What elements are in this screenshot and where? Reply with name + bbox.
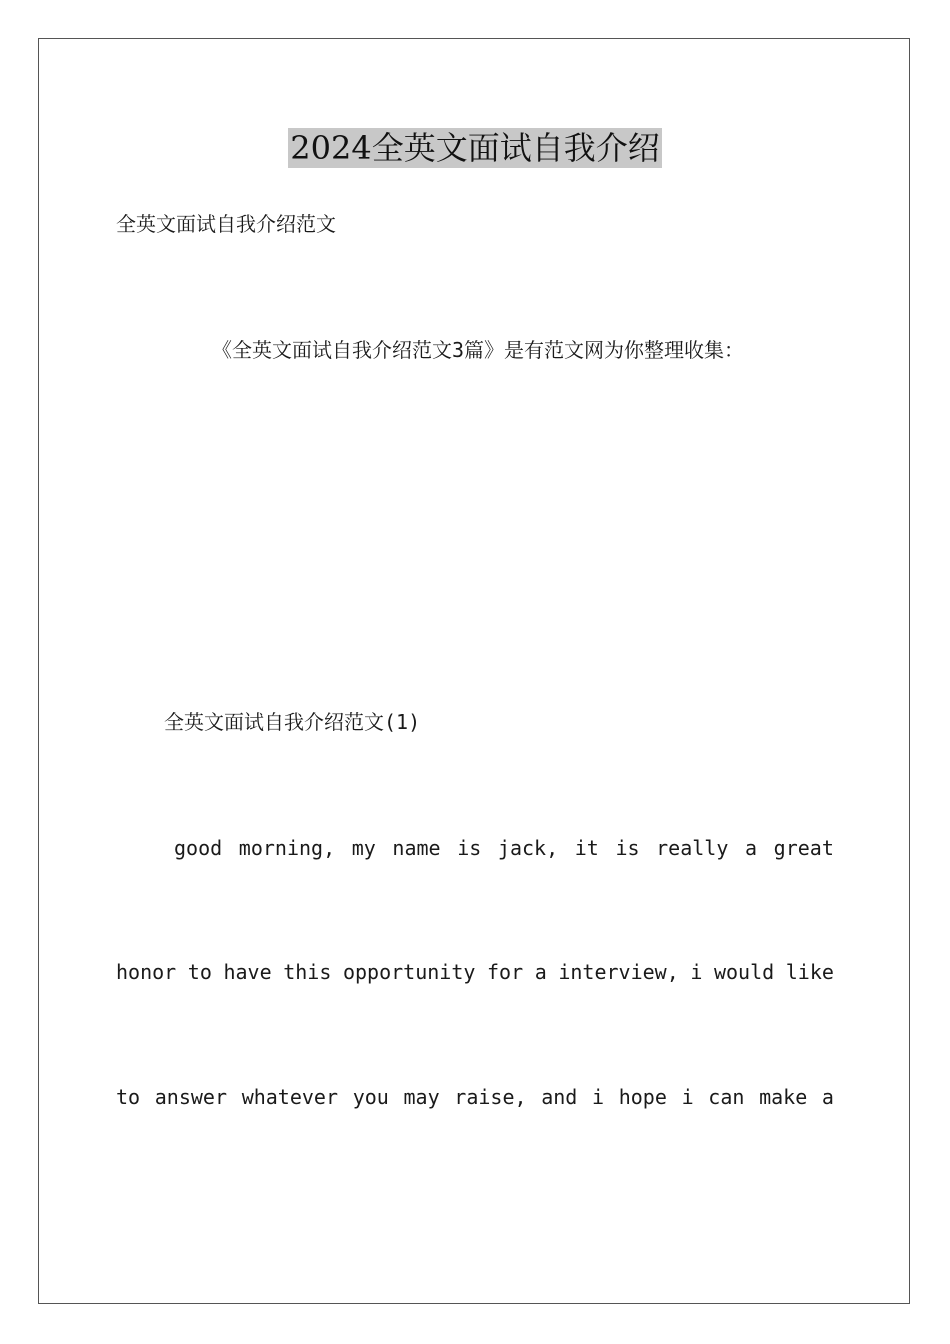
body-word: like — [785, 960, 834, 984]
title-container — [0, 128, 950, 168]
body-word: jack, — [497, 836, 559, 860]
body-word: honor — [116, 960, 177, 984]
body-word: to — [187, 960, 212, 984]
body-word: and — [541, 1085, 578, 1109]
body-word: interview, — [558, 960, 679, 984]
body-word: is — [457, 836, 482, 860]
body-word: hope — [618, 1085, 667, 1109]
body-word: for — [487, 960, 524, 984]
body-word: opportunity — [342, 960, 476, 984]
body-word: it — [574, 836, 599, 860]
body-line-3 — [116, 1083, 834, 1111]
body-word: raise, — [454, 1085, 527, 1109]
body-word: i — [592, 1085, 605, 1109]
body-word: can — [708, 1085, 745, 1109]
body-word: my — [351, 836, 376, 860]
body-word: a — [821, 1085, 834, 1109]
body-word: would — [713, 960, 775, 984]
document-title: 2024全英文面试自我介绍 — [290, 129, 660, 167]
body-word: good — [174, 836, 223, 860]
body-word: to — [116, 1085, 141, 1109]
body-word: answer — [154, 1085, 228, 1109]
body-word: a — [745, 836, 758, 860]
body-word: great — [773, 836, 834, 860]
body-word: i — [681, 1085, 694, 1109]
section-heading: 全英文面试自我介绍范文(1) — [164, 710, 421, 734]
body-word: morning, — [238, 836, 336, 860]
body-word: whatever — [241, 1085, 339, 1109]
body-word: is — [615, 836, 640, 860]
body-word: really — [656, 836, 729, 860]
body-word: may — [403, 1085, 440, 1109]
intro-paragraph: 《全英文面试自我介绍范文3篇》是有范文网为你整理收集： — [212, 338, 745, 362]
body-word: have — [223, 960, 272, 984]
body-line-1 — [174, 834, 834, 862]
body-word: you — [352, 1085, 389, 1109]
body-word: this — [283, 960, 332, 984]
body-word: a — [534, 960, 547, 984]
body-word: make — [759, 1085, 808, 1109]
body-word: name — [392, 836, 441, 860]
document-subtitle: 全英文面试自我介绍范文 — [116, 212, 336, 236]
body-word: i — [690, 960, 703, 984]
body-line-2 — [116, 958, 834, 986]
